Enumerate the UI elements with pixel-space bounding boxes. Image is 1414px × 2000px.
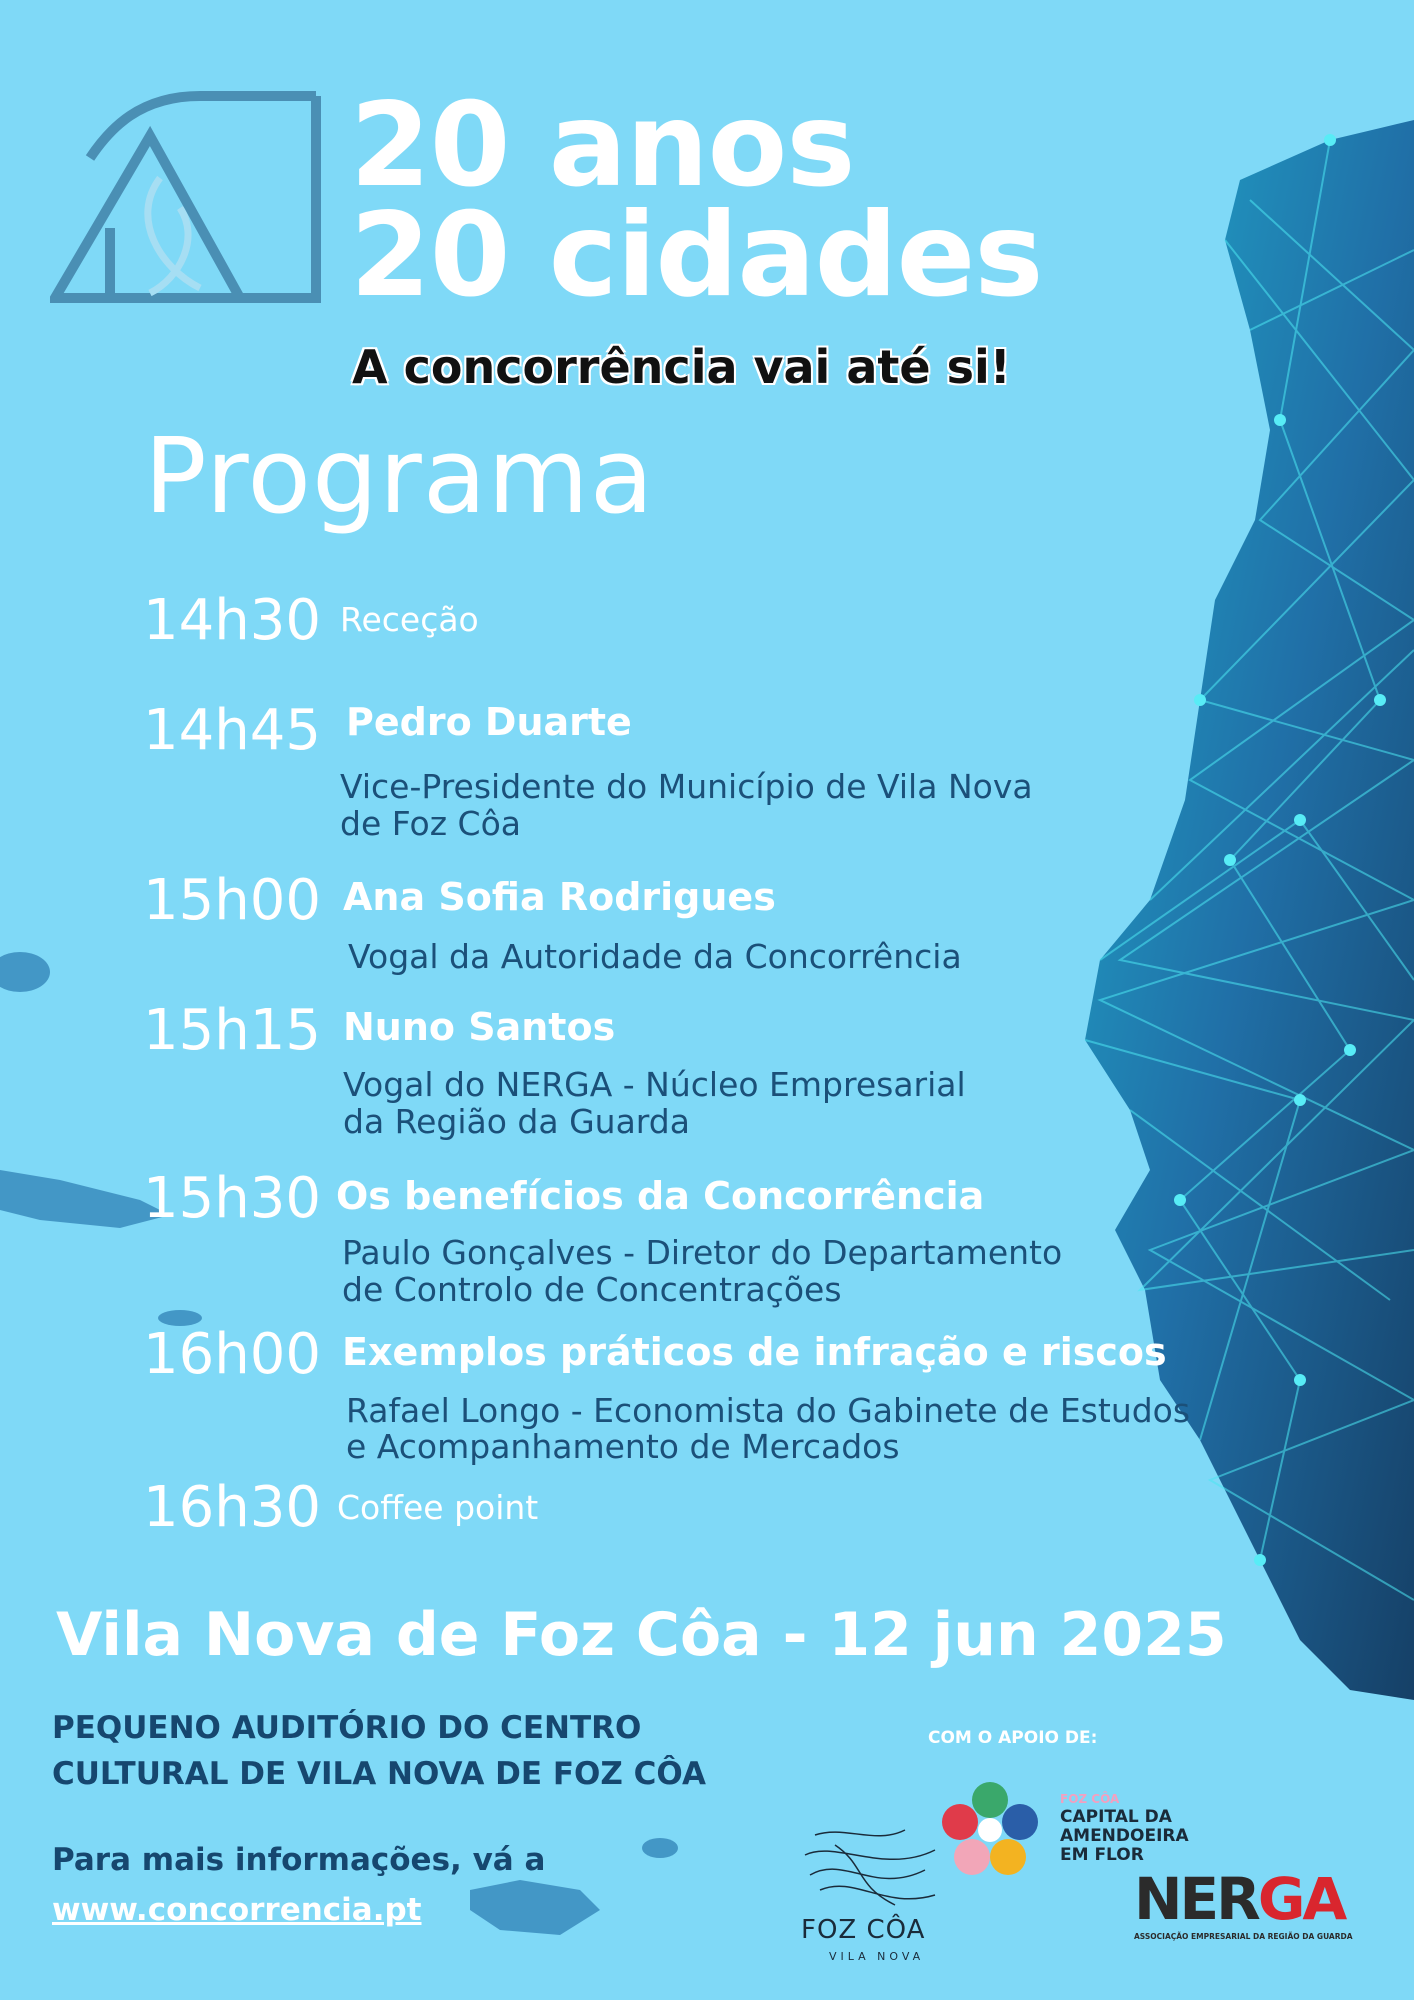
- item-6-desc-1: Rafael Longo - Economista do Gabinete de Estudos: [346, 1391, 1191, 1430]
- time-7: 16h30: [143, 1475, 322, 1540]
- time-2: 14h45: [143, 698, 322, 763]
- item-4-head: Nuno Santos: [343, 1005, 616, 1049]
- ac-logo: [50, 88, 326, 310]
- venue: [52, 1705, 706, 1797]
- time-3: 15h00: [143, 868, 322, 933]
- item-7-head: Coffee point: [337, 1488, 539, 1527]
- item-3-desc-1: Vogal da Autoridade da Concorrência: [348, 937, 962, 976]
- support-label: COM O APOIO DE:: [928, 1728, 1098, 1748]
- nerga-name-a: NER: [1134, 1865, 1258, 1933]
- foz-coa-sub: VILA NOVA: [829, 1950, 925, 1963]
- info-text: Para mais informações, vá a: [52, 1842, 546, 1878]
- item-5-head: Os benefícios da Concorrência: [336, 1174, 985, 1218]
- item-1-head: Receção: [340, 600, 479, 639]
- item-6-head: Exemplos práticos de infração e riscos: [342, 1330, 1167, 1374]
- title-line-2: 20 cidades: [350, 188, 1043, 323]
- item-2-desc-1: Vice-Presidente do Município de Vila Nova: [340, 767, 1033, 806]
- time-6: 16h00: [143, 1322, 322, 1387]
- nerga-name-b: GA: [1257, 1865, 1345, 1933]
- venue-line-2: CULTURAL DE VILA NOVA DE FOZ CÔA: [52, 1756, 706, 1792]
- item-2-desc-2: de Foz Côa: [340, 804, 522, 843]
- capital-text: [1060, 1808, 1189, 1865]
- foz-coa-name: FOZ CÔA: [801, 1915, 926, 1945]
- almond-flower-icon: [940, 1772, 1040, 1882]
- item-6-desc-2: e Acompanhamento de Mercados: [346, 1427, 900, 1466]
- nerga-sub: ASSOCIAÇÃO EMPRESARIAL DA REGIÃO DA GUARDA: [1134, 1932, 1353, 1941]
- item-5-desc-2: de Controlo de Concentrações: [342, 1270, 842, 1309]
- location-date: Vila Nova de Foz Côa - 12 jun 2025: [56, 1600, 1227, 1670]
- item-4-desc-1: Vogal do NERGA - Núcleo Empresarial: [343, 1065, 966, 1104]
- item-4-desc-2: da Região da Guarda: [343, 1102, 690, 1141]
- time-1: 14h30: [143, 588, 322, 653]
- foz-coa-logo: [795, 1815, 945, 1965]
- website-link[interactable]: www.concorrencia.pt: [52, 1892, 422, 1928]
- venue-line-1: PEQUENO AUDITÓRIO DO CENTRO: [52, 1710, 642, 1746]
- tagline: A concorrência vai até si!: [352, 340, 1011, 394]
- time-5: 15h30: [143, 1166, 322, 1231]
- nerga-wordmark: [1134, 1865, 1345, 1933]
- capital-line-3: EM FLOR: [1060, 1845, 1144, 1865]
- item-3-head: Ana Sofia Rodrigues: [343, 875, 776, 919]
- item-2-head: Pedro Duarte: [346, 700, 632, 744]
- time-4: 15h15: [143, 998, 322, 1063]
- item-5-desc-1: Paulo Gonçalves - Diretor do Departamento: [342, 1233, 1063, 1272]
- capital-line-2: AMENDOEIRA: [1060, 1826, 1189, 1846]
- nerga-logo: [1130, 1865, 1370, 1950]
- capital-line-1: CAPITAL DA: [1060, 1807, 1172, 1827]
- capital-top: FOZ CÔA: [1060, 1792, 1120, 1806]
- foz-coa-lines-icon: [795, 1815, 945, 1915]
- programa-heading: Programa: [144, 415, 655, 537]
- title-line-1: 20 anos: [350, 78, 855, 213]
